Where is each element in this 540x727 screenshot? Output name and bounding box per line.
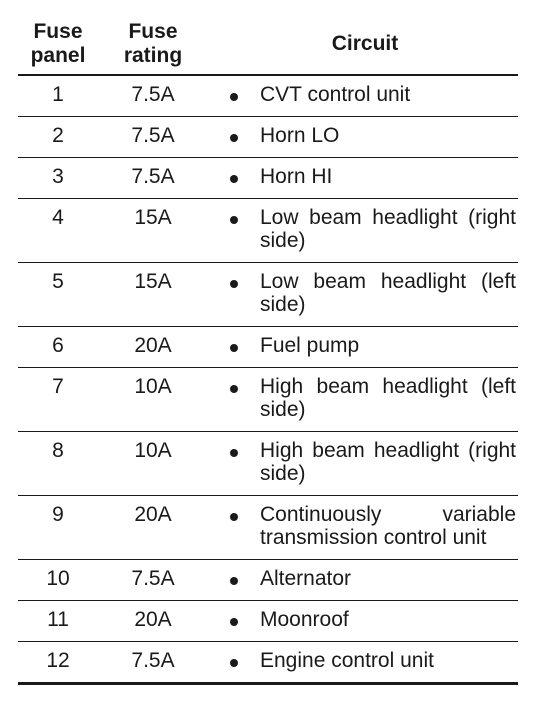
- fuse-panel-number: 2: [18, 117, 98, 158]
- fuse-rating: 7.5A: [98, 560, 208, 601]
- bullet-icon: [230, 513, 238, 521]
- fuse-rating: 7.5A: [131, 649, 175, 672]
- bullet-icon: [230, 344, 238, 352]
- table-row: [18, 432, 518, 496]
- fuse-rating: 7.5A: [98, 158, 208, 199]
- bullet-cell: [208, 368, 260, 432]
- circuit-description: CVT control unit: [260, 75, 518, 117]
- table-header-row: [18, 6, 518, 75]
- fuse-panel-number: 7: [18, 368, 98, 432]
- bullet-icon: [230, 618, 238, 626]
- fuse-panel-number: 11: [18, 601, 98, 642]
- bullet-cell: [208, 432, 260, 496]
- fuse-panel-number: 10: [18, 560, 98, 601]
- table-row: [18, 75, 518, 117]
- fuse-panel-number: 3: [18, 158, 98, 199]
- table-row: [18, 263, 518, 327]
- table-row: [18, 117, 518, 158]
- bullet-icon: [230, 175, 238, 183]
- bullet-cell: [208, 496, 260, 560]
- fuse-rating: 20A: [98, 601, 208, 642]
- table-row: [18, 642, 518, 684]
- circuit-description: Low beam headlight (left side): [260, 263, 518, 327]
- fuse-rating: 7.5A: [98, 117, 208, 158]
- circuit-description: Moonroof: [260, 601, 518, 642]
- circuit-description: Alternator: [260, 560, 518, 601]
- fuse-panel-number: 8: [18, 432, 98, 496]
- fuse-panel-number: 5: [18, 263, 98, 327]
- bullet-icon: [230, 449, 238, 457]
- table-row: [18, 496, 518, 560]
- fuse-rating: 7.5A: [98, 75, 208, 117]
- table-row: [18, 368, 518, 432]
- bullet-cell: [208, 601, 260, 642]
- circuit-description: High beam headlight (right side): [260, 432, 518, 496]
- header-fuse-rating-label: Fuse rating: [123, 20, 183, 67]
- header-fuse-panel: [18, 6, 98, 75]
- fuse-panel-number: 4: [18, 199, 98, 263]
- bullet-cell: [208, 199, 260, 263]
- fuse-rating: 20A: [98, 496, 208, 560]
- header-circuit: Circuit: [208, 6, 518, 75]
- circuit-description: Horn LO: [260, 117, 518, 158]
- fuse-panel-number: 1: [18, 75, 98, 117]
- fuse-rating: 10A: [98, 368, 208, 432]
- bullet-cell: [208, 642, 260, 684]
- bullet-icon: [230, 280, 238, 288]
- circuit-description: Horn HI: [260, 158, 518, 199]
- fuse-panel-number: 9: [18, 496, 98, 560]
- fuse-rating: 20A: [98, 327, 208, 368]
- circuit-description: Fuel pump: [260, 327, 518, 368]
- table-row: [18, 560, 518, 601]
- table-row: [18, 199, 518, 263]
- bullet-cell: [208, 158, 260, 199]
- bullet-icon: [230, 93, 238, 101]
- fuse-panel-number: 12: [46, 649, 70, 672]
- bullet-icon: [230, 385, 238, 393]
- circuit-description: Continuously variable transmission control unit: [260, 496, 518, 560]
- fuse-table: [18, 6, 518, 685]
- header-fuse-panel-label: Fuse panel: [30, 20, 86, 67]
- bullet-cell: [208, 117, 260, 158]
- bullet-cell: [208, 75, 260, 117]
- fuse-rating: 15A: [98, 263, 208, 327]
- bullet-cell: [208, 560, 260, 601]
- bullet-cell: [208, 327, 260, 368]
- circuit-description: Low beam headlight (right side): [260, 199, 518, 263]
- fuse-rating: 15A: [98, 199, 208, 263]
- bullet-icon: [230, 134, 238, 142]
- header-fuse-rating: [98, 6, 208, 75]
- table-row: [18, 601, 518, 642]
- bullet-cell: [208, 263, 260, 327]
- circuit-description: Engine control unit: [260, 649, 434, 672]
- fuse-rating: 10A: [98, 432, 208, 496]
- bullet-icon: [230, 216, 238, 224]
- circuit-description: High beam headlight (left side): [260, 368, 518, 432]
- bullet-icon: [230, 577, 238, 585]
- table-row: [18, 327, 518, 368]
- fuse-panel-number: 6: [18, 327, 98, 368]
- table-row: [18, 158, 518, 199]
- bullet-icon: [230, 659, 238, 667]
